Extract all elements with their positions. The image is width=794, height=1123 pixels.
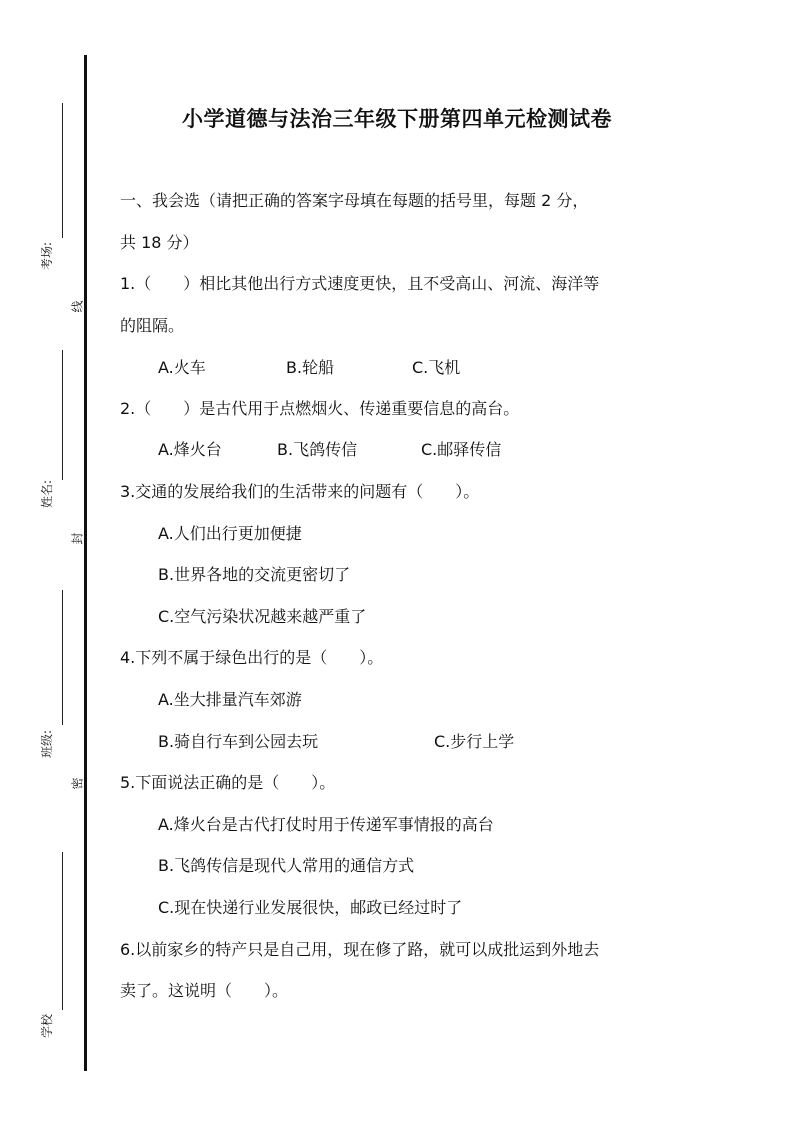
question-3-option-b: B.世界各地的交流更密切了 — [158, 565, 351, 584]
question-6-stem-cont: 卖了。这说明（ ）。 — [120, 981, 289, 1000]
question-1-option-c: C.飞机 — [412, 358, 461, 377]
question-4-stem: 4.下列不属于绿色出行的是（ ）。 — [120, 648, 384, 667]
question-2-stem: 2.（ ）是古代用于点燃烟火、传递重要信息的高台。 — [120, 399, 520, 418]
page-title: 小学道德与法治三年级下册第四单元检测试卷 — [182, 107, 612, 131]
question-5-option-b: B.飞鸽传信是现代人常用的通信方式 — [158, 856, 415, 875]
school-blank — [62, 852, 63, 1010]
question-3-option-c: C.空气污染状况越来越严重了 — [158, 607, 367, 626]
section-heading: 一、我会选（请把正确的答案字母填在每题的括号里，每题 2 分， — [120, 191, 589, 210]
seal-char-line: 线 — [70, 300, 85, 313]
question-5-stem: 5.下面说法正确的是（ ）。 — [120, 773, 336, 792]
exam-room-label: 考场: — [40, 241, 54, 271]
name-blank — [62, 350, 63, 480]
question-5-option-c: C.现在快递行业发展很快，邮政已经过时了 — [158, 898, 463, 917]
question-1-option-a: A.火车 — [158, 358, 206, 377]
question-2-option-a: A.烽火台 — [158, 440, 222, 459]
name-label: 姓名: — [40, 479, 54, 509]
question-1-stem-cont: 的阻隔。 — [120, 316, 185, 335]
question-4-option-a: A.坐大排量汽车郊游 — [158, 690, 302, 709]
question-5-option-a: A.烽火台是古代打仗时用于传递军事情报的高台 — [158, 815, 494, 834]
seal-char-secret: 密 — [70, 777, 85, 790]
question-3-stem: 3.交通的发展给我们的生活带来的问题有（ ）。 — [120, 482, 480, 501]
exam-room-blank — [62, 103, 63, 238]
school-label: 学校 — [40, 1014, 54, 1039]
question-4-option-b: B.骑自行车到公园去玩 — [158, 732, 319, 751]
question-1-stem: 1.（ ）相比其他出行方式速度更快，且不受高山、河流、海洋等 — [120, 274, 600, 293]
class-blank — [62, 590, 63, 725]
question-2-option-b: B.飞鸽传信 — [277, 440, 358, 459]
question-6-stem: 6.以前家乡的特产只是自己用，现在修了路，就可以成批运到外地去 — [120, 940, 600, 959]
section-heading-cont: 共 18 分） — [120, 233, 199, 252]
question-2-option-c: C.邮驿传信 — [421, 440, 502, 459]
question-4-option-c: C.步行上学 — [434, 732, 515, 751]
binding-line — [84, 55, 87, 1071]
question-3-option-a: A.人们出行更加便捷 — [158, 524, 302, 543]
class-label: 班级: — [40, 729, 54, 759]
seal-char-seal: 封 — [70, 532, 85, 545]
question-1-option-b: B.轮船 — [286, 358, 335, 377]
